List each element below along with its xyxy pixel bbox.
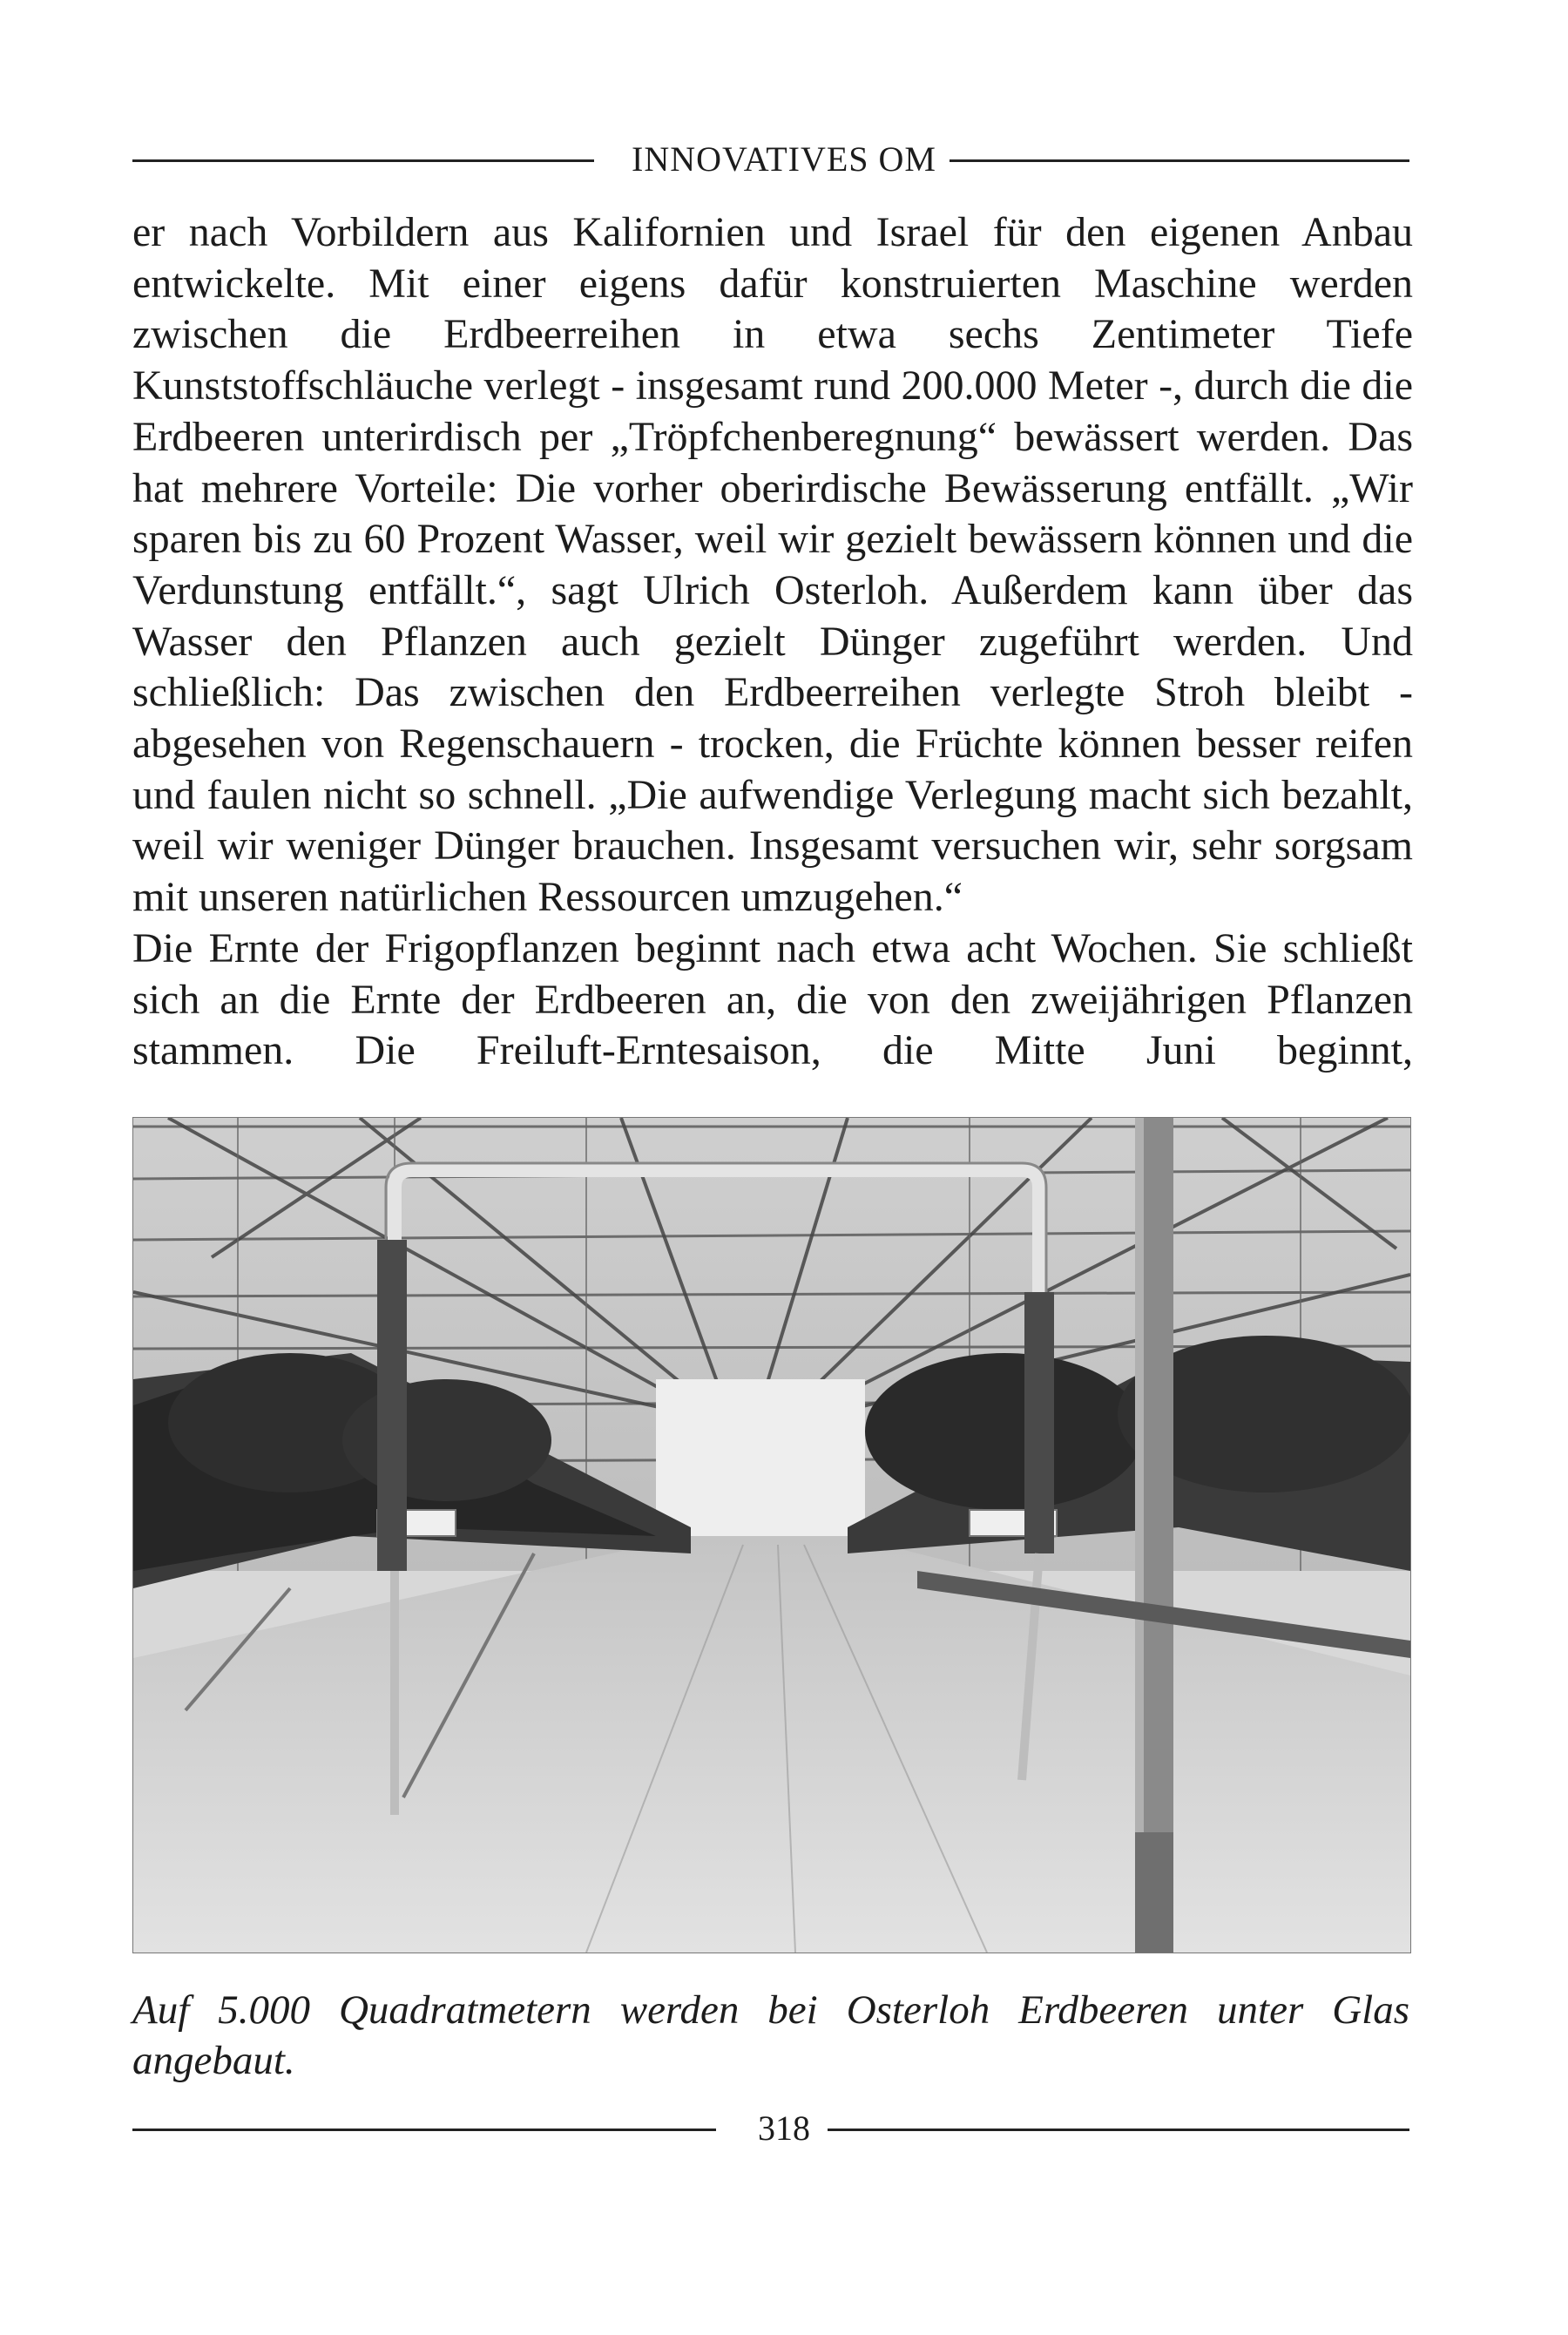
page-number: 318 (758, 2108, 810, 2148)
greenhouse-photo (132, 1117, 1411, 1953)
body-paragraph: Die Ernte der Frigopflanzen beginnt nach etwa acht Wochen. Sie schließt sich an die Ernte der Erdbeeren an, die von den zweijährigen Pflanzen stammen. Die Freiluft-Erntesaison, die Mitte Juni beginnt, (132, 924, 1413, 1074)
running-header: INNOVATIVES OM (632, 139, 936, 179)
body-text (132, 207, 1413, 1077)
footer-rule-right (828, 2129, 1409, 2131)
body-paragraph: er nach Vorbildern aus Kalifornien und Israel für den eigenen Anbau entwickelte. Mit einer eigens dafür konstruierten Maschine werden zwischen die Erdbeerreihen in etwa sechs Zentimeter Tiefe Kunststoffschläuche verlegt - insgesamt rund 200.000 Meter -, durch die die Erdbeeren unterirdisch per „Tröpfchenberegnung“ bewässert werden. Das hat mehrere Vorteile: Die vorher oberirdische Bewässerung entfällt. „Wir sparen bis zu 60 Prozent Wasser, weil wir gezielt bewässern können und die Verdunstung entfällt.“, sagt Ulrich Osterloh. Außerdem kann über das Wasser den Pflanzen auch gezielt Dünger zugeführt werden. Und schließlich: Das zwischen den Erdbeerreihen verlegte Stroh bleibt - abgesehen von Regenschauern - trocken, die Früchte können besser reifen und faulen nicht so schnell. „Die aufwendige Verlegung macht sich bezahlt, weil wir weniger Dünger brauchen. Insgesamt versuchen wir, sehr sorgsam mit unseren natürlichen Ressourcen umzugehen.“ (132, 209, 1413, 921)
figure-caption: Auf 5.000 Quadratmetern werden bei Osterloh Erdbeeren unter Glas angebaut. (132, 1987, 1409, 2083)
header-rule-right (950, 159, 1409, 162)
